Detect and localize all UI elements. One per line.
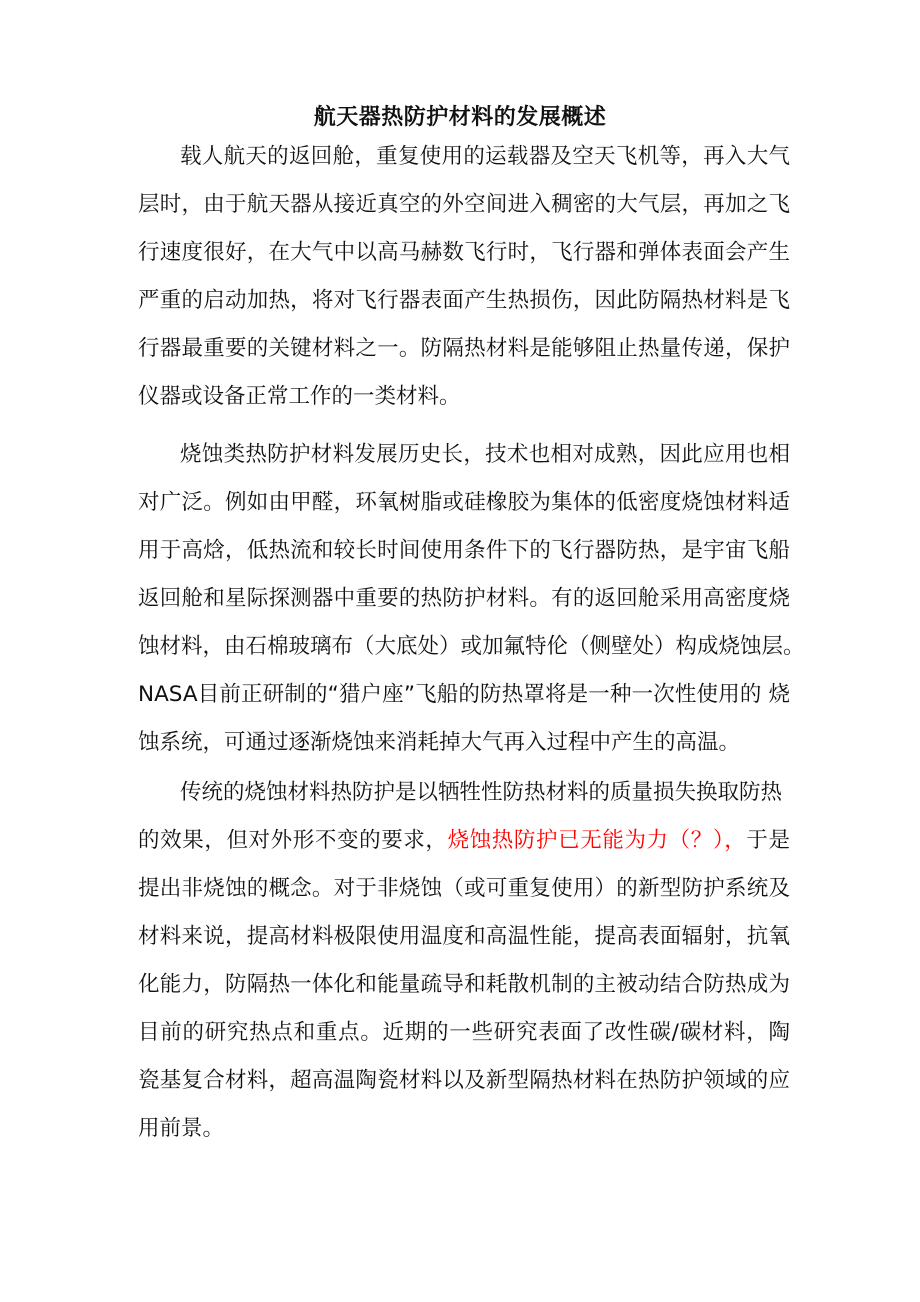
document-title: 航天器热防护材料的发展概述: [313, 105, 607, 130]
paragraph-1-line: 行器最重要的关键材料之一。防隔热材料是能够阻止热量传递，保护: [138, 336, 790, 361]
paragraph-2-line: 对广泛。例如由甲醛，环氧树脂或硅橡胶为集体的低密度烧蚀材料适: [138, 490, 790, 515]
paragraph-3-line: 材料来说，提高材料极限使用温度和高温性能，提高表面辐射，抗氧: [138, 924, 790, 949]
paragraph-3-line: 目前的研究热点和重点。近期的一些研究表面了改性碳/碳材料，陶: [138, 1020, 790, 1045]
paragraph-1-line: 仪器或设备正常工作的一类材料。: [138, 384, 461, 409]
text-segment: 的效果，但对外形不变的要求，: [138, 828, 448, 853]
paragraph-2-line: 返回舱和星际探测器中重要的热防护材料。有的返回舱采用高密度烧: [138, 586, 790, 611]
highlighted-comment-text: 烧蚀热防护已无能为力（？），: [447, 828, 747, 853]
text-segment: 于是: [746, 828, 790, 853]
paragraph-1-line: 层时，由于航天器从接近真空的外空间进入稠密的大气层，再加之飞: [138, 192, 790, 217]
paragraph-3-line: 化能力，防隔热一体化和能量疏导和耗散机制的主被动结合防热成为: [138, 972, 790, 997]
paragraph-3-line: 用前景。: [138, 1116, 225, 1141]
paragraph-3-line: 瓷基复合材料，超高温陶瓷材料以及新型隔热材料在热防护领域的应: [138, 1068, 790, 1093]
paragraph-1-line: 行速度很好，在大气中以高马赫数飞行时，飞行器和弹体表面会产生: [138, 240, 790, 265]
paragraph-1-line: 载人航天的返回舱，重复使用的运载器及空天飞机等，再入大气: [180, 144, 790, 169]
paragraph-2-line: 蚀材料，由石棉玻璃布（大底处）或加氟特伦（侧壁处）构成烧蚀层。: [138, 634, 805, 659]
paragraph-2-line: NASA目前正研制的“猎户座”飞船的防热罩将是一种一次性使用的 烧: [138, 682, 790, 707]
paragraph-1-line: 严重的启动加热，将对飞行器表面产生热损伤，因此防隔热材料是飞: [138, 288, 790, 313]
paragraph-3-line: 传统的烧蚀材料热防护是以牺牲性防热材料的质量损失换取防热: [180, 780, 783, 805]
paragraph-2-line: 用于高焓，低热流和较长时间使用条件下的飞行器防热，是宇宙飞船: [138, 538, 790, 563]
paragraph-2-line: 蚀系统，可通过逐渐烧蚀来消耗掉大气再入过程中产生的高温。: [138, 730, 741, 755]
paragraph-2-line: 烧蚀类热防护材料发展历史长，技术也相对成熟，因此应用也相: [180, 442, 790, 467]
paragraph-3-line: [138, 828, 790, 854]
paragraph-3-line: 提出非烧蚀的概念。对于非烧蚀（或可重复使用）的新型防护系统及: [138, 876, 790, 901]
